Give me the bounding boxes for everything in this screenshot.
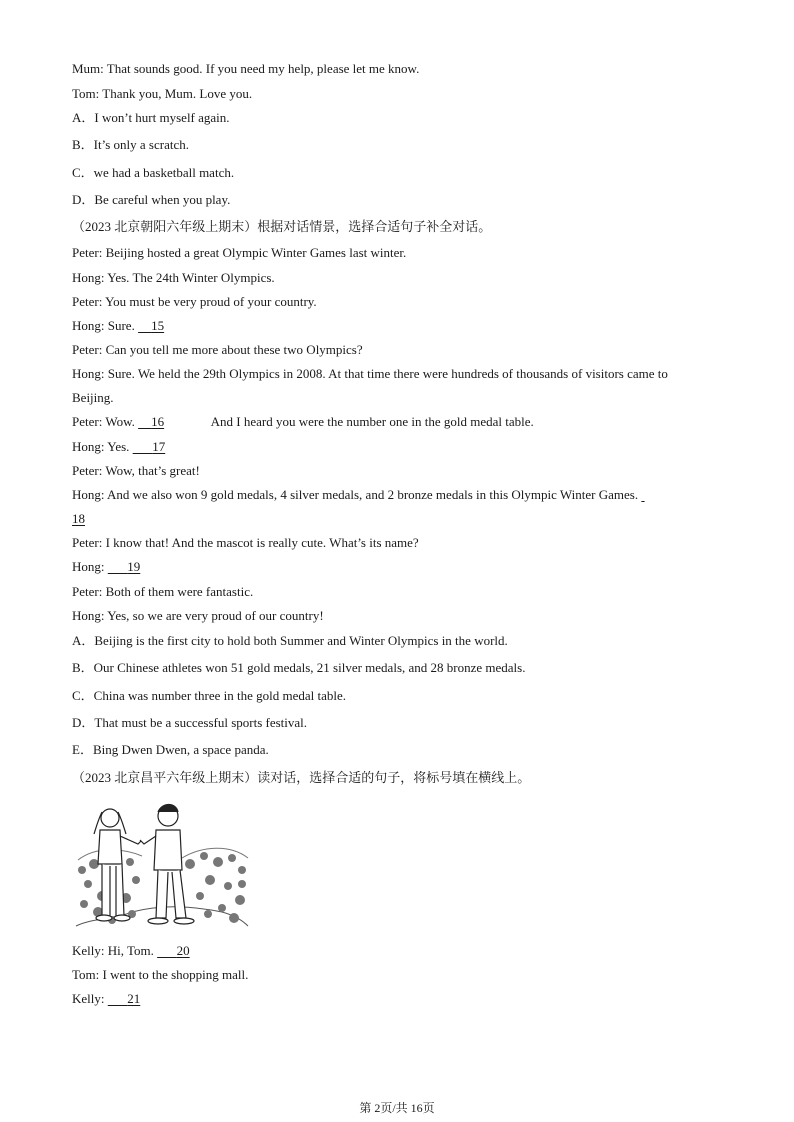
dialogue-line <box>72 414 534 430</box>
dialogue-text: And I heard you were the number one in the gold medal table. <box>210 414 534 429</box>
dialogue-text: Kelly: Hi, Tom. <box>72 943 158 958</box>
dialogue-line <box>72 439 217 455</box>
option-d: D．Be careful when you play. <box>72 192 231 207</box>
dialogue-line: Peter: Beijing hosted a great Olympic Winter Games last winter. <box>72 245 407 260</box>
dialogue-line <box>72 943 243 959</box>
dialogue-line: Peter: I know that! And the mascot is really cute. What’s its name? <box>72 535 419 550</box>
option-c: C．China was number three in the gold medal table. <box>72 688 347 703</box>
answer-blank-18[interactable]: 18 <box>72 511 85 526</box>
dialogue-line: Peter: You must be very proud of your country. <box>72 294 317 309</box>
dialogue-line: Mum: That sounds good. If you need my help, please let me know. <box>72 61 420 76</box>
section-heading: （2023 北京朝阳六年级上期末）根据对话情景，选择合适句子补全对话。 <box>72 219 492 234</box>
dialogue-text: Hong: Sure. <box>72 318 139 333</box>
option-c: C．we had a basketball match. <box>72 165 235 180</box>
dialogue-text: Kelly: <box>72 991 108 1006</box>
section-heading: （2023 北京昌平六年级上期末）读对话，选择合适的句子，将标号填在横线上。 <box>72 770 531 785</box>
answer-blank-19[interactable]: 19 <box>127 559 141 574</box>
dialogue-text: Hong: <box>72 559 108 574</box>
dialogue-line <box>72 559 178 575</box>
answer-blank-17[interactable]: 17 <box>152 439 166 454</box>
option-e: E．Bing Dwen Dwen, a space panda. <box>72 742 269 757</box>
answer-blank-18-start[interactable] <box>641 487 669 503</box>
kids-talking-illustration <box>72 800 252 932</box>
dialogue-line: Beijing. <box>72 390 114 405</box>
option-a: A．Beijing is the first city to hold both Summer and Winter Olympics in the world. <box>72 633 508 648</box>
page-number: 第 2页/共 16页 <box>359 1101 435 1115</box>
dialogue-line <box>72 318 206 334</box>
answer-blank-15[interactable]: 15 <box>151 318 165 333</box>
answer-blank-16[interactable]: 16 <box>151 414 165 429</box>
dialogue-text: Hong: Yes. <box>72 439 133 454</box>
dialogue-text: Peter: Wow. <box>72 414 139 429</box>
dialogue-line: Peter: Wow, that’s great! <box>72 463 200 478</box>
dialogue-line: Peter: Both of them were fantastic. <box>72 584 254 599</box>
answer-blank-20[interactable]: 20 <box>176 943 190 958</box>
dialogue-line: Peter: Can you tell me more about these two Olympics? <box>72 342 363 357</box>
option-b: B．It’s only a scratch. <box>72 137 189 152</box>
dialogue-line: Tom: I went to the shopping mall. <box>72 967 249 982</box>
dialogue-line: Hong: Yes. The 24th Winter Olympics. <box>72 270 275 285</box>
dialogue-text: Hong: And we also won 9 gold medals, 4 silver medals, and 2 bronze medals in this Olympic Winter Games. <box>72 487 642 502</box>
dialogue-line: Hong: Sure. We held the 29th Olympics in 2008. At that time there were hundreds of thousands of visitors came to <box>72 366 668 381</box>
dialogue-line: Tom: Thank you, Mum. Love you. <box>72 86 253 101</box>
option-d: D．That must be a successful sports festival. <box>72 715 308 730</box>
answer-blank-21[interactable]: 21 <box>127 991 141 1006</box>
option-b: B．Our Chinese athletes won 51 gold medals, 21 silver medals, and 28 bronze medals. <box>72 660 526 675</box>
dialogue-line: Hong: Yes, so we are very proud of our country! <box>72 608 324 623</box>
dialogue-line <box>72 991 192 1007</box>
dialogue-line <box>72 511 114 527</box>
dialogue-line <box>72 487 669 503</box>
option-a: A．I won’t hurt myself again. <box>72 110 230 125</box>
